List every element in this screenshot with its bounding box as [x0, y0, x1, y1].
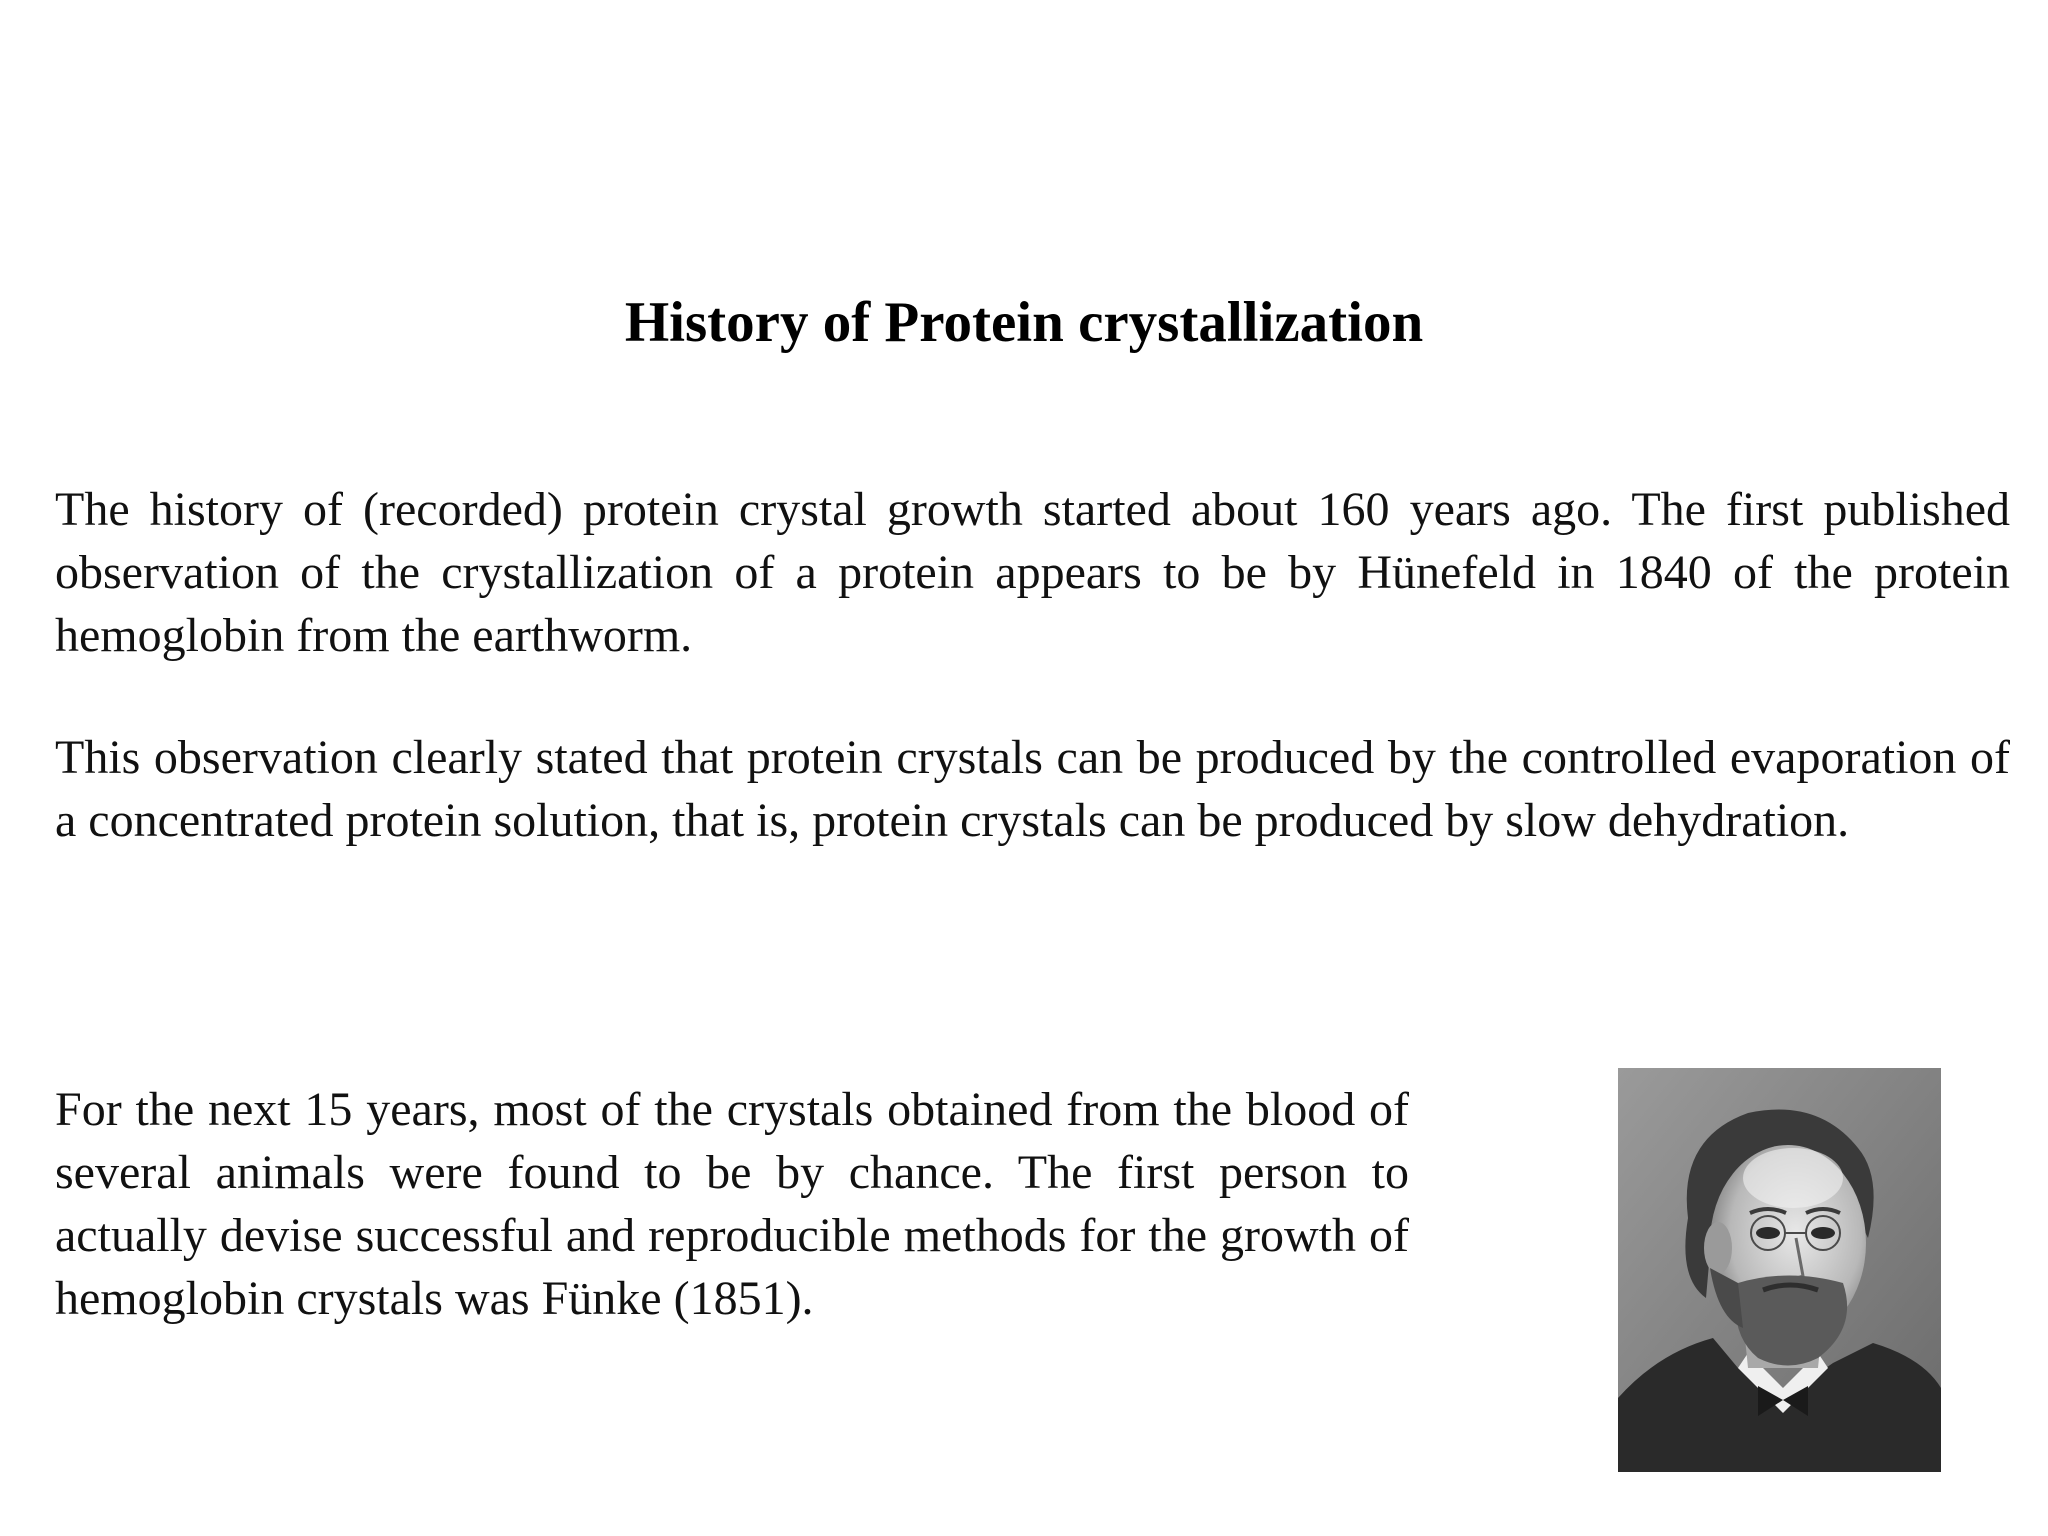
- paragraph-funke-methods: For the next 15 years, most of the crystals obtained from the blood of several animals were found to be by chance. The first person to actually devise successful and reproducible methods for the growth of hemoglobin crystals was Fünke (1851).: [55, 1083, 1409, 1325]
- portrait-photo-icon: [1618, 1068, 1941, 1472]
- paragraph-observation: This observation clearly stated that protein crystals can be produced by the controlled evaporation of a concentrated protein solution, that is, protein crystals can be produced by slow dehydration.: [55, 731, 2010, 847]
- portrait-illustration: [1618, 1068, 1941, 1472]
- page-title: History of Protein crystallization: [624, 291, 1424, 354]
- paragraph-history-intro: The history of (recorded) protein crystal growth started about 160 years ago. The first published observation of the crystallization of a protein appears to be by Hünefeld in 1840 of the protein hemoglobin from the earthworm.: [55, 483, 2010, 662]
